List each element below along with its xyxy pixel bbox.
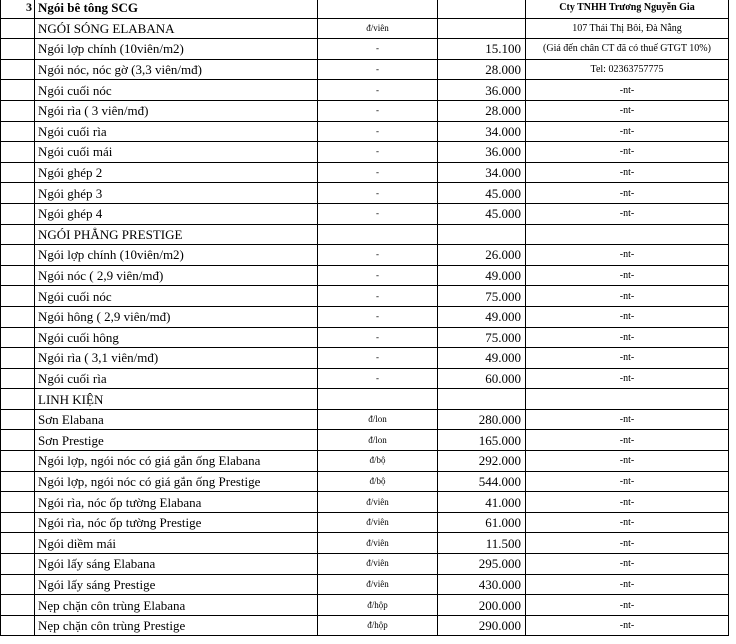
price-value: 49.000 xyxy=(438,265,526,286)
unit-label: - xyxy=(318,203,438,224)
item-name: Ngói ghép 4 xyxy=(35,203,318,224)
note-text: -nt- xyxy=(526,327,729,348)
item-name: Nẹp chặn côn trùng Prestige xyxy=(35,615,318,636)
row-index-cell xyxy=(1,39,35,60)
unit-label: đ/viên xyxy=(318,512,438,533)
price-value xyxy=(438,18,526,39)
table-row xyxy=(1,203,729,224)
item-name: Ngói ghép 3 xyxy=(35,183,318,204)
note-text: -nt- xyxy=(526,409,729,430)
note-text: -nt- xyxy=(526,492,729,513)
item-name: Ngói lấy sáng Prestige xyxy=(35,574,318,595)
row-index-cell xyxy=(1,368,35,389)
row-index-cell xyxy=(1,100,35,121)
item-name: Ngói lợp chính (10viên/m2) xyxy=(35,39,318,60)
unit-label: - xyxy=(318,265,438,286)
price-table-body xyxy=(1,0,729,636)
item-name: Ngói cuối hông xyxy=(35,327,318,348)
price-value: 36.000 xyxy=(438,142,526,163)
unit-label: - xyxy=(318,142,438,163)
supplier-name: Cty TNHH Trương Nguyễn Gia xyxy=(526,0,729,18)
unit-label: đ/bộ xyxy=(318,471,438,492)
note-text: -nt- xyxy=(526,203,729,224)
table-row xyxy=(1,451,729,472)
unit-label: - xyxy=(318,286,438,307)
unit-label: - xyxy=(318,100,438,121)
row-index-cell xyxy=(1,18,35,39)
row-index-cell xyxy=(1,430,35,451)
item-name: NGÓI PHẲNG PRESTIGE xyxy=(35,224,318,245)
table-row xyxy=(1,162,729,183)
row-index-cell xyxy=(1,471,35,492)
item-name: Ngói cuối rìa xyxy=(35,121,318,142)
price-value: 49.000 xyxy=(438,306,526,327)
table-row xyxy=(1,430,729,451)
price-value: 45.000 xyxy=(438,183,526,204)
item-name: Ngói hông ( 2,9 viên/mđ) xyxy=(35,306,318,327)
item-name: Ngói rìa ( 3 viên/mđ) xyxy=(35,100,318,121)
note-text: -nt- xyxy=(526,348,729,369)
row-index-cell xyxy=(1,224,35,245)
table-row xyxy=(1,306,729,327)
item-name: Ngói diềm mái xyxy=(35,533,318,554)
row-index-cell xyxy=(1,574,35,595)
note-text: -nt- xyxy=(526,471,729,492)
row-index-cell xyxy=(1,409,35,430)
unit-label: đ/viên xyxy=(318,554,438,575)
section-index: 3 xyxy=(1,0,35,18)
price-value: 41.000 xyxy=(438,492,526,513)
note-text: -nt- xyxy=(526,615,729,636)
table-row xyxy=(1,265,729,286)
item-name: Ngói rìa ( 3,1 viên/mđ) xyxy=(35,348,318,369)
note-text: 107 Thái Thị Bôi, Đà Nẵng xyxy=(526,18,729,39)
item-name: Nẹp chặn côn trùng Elabana xyxy=(35,595,318,616)
table-row xyxy=(1,224,729,245)
table-row xyxy=(1,245,729,266)
row-index-cell xyxy=(1,389,35,410)
row-index-cell xyxy=(1,451,35,472)
item-name: Ngói cuối rìa xyxy=(35,368,318,389)
note-text: -nt- xyxy=(526,162,729,183)
item-name: Ngói ghép 2 xyxy=(35,162,318,183)
row-index-cell xyxy=(1,327,35,348)
note-text: -nt- xyxy=(526,100,729,121)
row-index-cell xyxy=(1,142,35,163)
row-index-cell xyxy=(1,492,35,513)
note-text xyxy=(526,224,729,245)
price-value: 165.000 xyxy=(438,430,526,451)
price-value: 280.000 xyxy=(438,409,526,430)
unit-label: đ/hộp xyxy=(318,595,438,616)
table-row xyxy=(1,121,729,142)
price-value: 36.000 xyxy=(438,80,526,101)
item-name: Ngói lợp, ngói nóc có giá gắn ống Prestige xyxy=(35,471,318,492)
item-name: Ngói nóc ( 2,9 viên/mđ) xyxy=(35,265,318,286)
table-row xyxy=(1,409,729,430)
note-text: -nt- xyxy=(526,451,729,472)
note-text: -nt- xyxy=(526,286,729,307)
price-value: 75.000 xyxy=(438,286,526,307)
price-value: 290.000 xyxy=(438,615,526,636)
price-value: 34.000 xyxy=(438,162,526,183)
table-row xyxy=(1,100,729,121)
note-text: -nt- xyxy=(526,121,729,142)
unit-label: đ/viên xyxy=(318,492,438,513)
table-row xyxy=(1,595,729,616)
unit-label: - xyxy=(318,348,438,369)
price-value xyxy=(438,224,526,245)
table-row xyxy=(1,512,729,533)
note-text: -nt- xyxy=(526,368,729,389)
table-row xyxy=(1,368,729,389)
table-row xyxy=(1,59,729,80)
note-text: -nt- xyxy=(526,430,729,451)
price-value: 11.500 xyxy=(438,533,526,554)
price-value xyxy=(438,389,526,410)
row-index-cell xyxy=(1,121,35,142)
table-row xyxy=(1,327,729,348)
unit-label: đ/lon xyxy=(318,430,438,451)
item-name: Sơn Prestige xyxy=(35,430,318,451)
item-name: Ngói lợp, ngói nóc có giá gắn ống Elabana xyxy=(35,451,318,472)
note-text: -nt- xyxy=(526,512,729,533)
unit-label: - xyxy=(318,80,438,101)
unit-label: - xyxy=(318,368,438,389)
row-index-cell xyxy=(1,554,35,575)
table-row xyxy=(1,39,729,60)
item-name: Ngói cuối nóc xyxy=(35,286,318,307)
note-text: -nt- xyxy=(526,574,729,595)
table-row xyxy=(1,18,729,39)
table-row xyxy=(1,348,729,369)
unit-label: đ/viên xyxy=(318,18,438,39)
note-text: Tel: 02363757775 xyxy=(526,59,729,80)
unit-label: - xyxy=(318,245,438,266)
section-title: Ngói bê tông SCG xyxy=(35,0,318,18)
price-value: 15.100 xyxy=(438,39,526,60)
price-value: 26.000 xyxy=(438,245,526,266)
table-row xyxy=(1,574,729,595)
row-index-cell xyxy=(1,306,35,327)
item-name: Sơn Elabana xyxy=(35,409,318,430)
price-value: 45.000 xyxy=(438,203,526,224)
price-value: 292.000 xyxy=(438,451,526,472)
note-text xyxy=(526,389,729,410)
item-name: NGÓI SÓNG ELABANA xyxy=(35,18,318,39)
price-value: 200.000 xyxy=(438,595,526,616)
unit-label xyxy=(318,224,438,245)
unit-label: - xyxy=(318,59,438,80)
row-index-cell xyxy=(1,162,35,183)
row-index-cell xyxy=(1,533,35,554)
item-name: Ngói cuối nóc xyxy=(35,80,318,101)
note-text: -nt- xyxy=(526,306,729,327)
row-index-cell xyxy=(1,245,35,266)
item-name: Ngói rìa, nóc ốp tường Prestige xyxy=(35,512,318,533)
note-text: -nt- xyxy=(526,142,729,163)
price-value: 430.000 xyxy=(438,574,526,595)
unit-label: - xyxy=(318,39,438,60)
price-value: 60.000 xyxy=(438,368,526,389)
price-value: 295.000 xyxy=(438,554,526,575)
unit-label: đ/viên xyxy=(318,533,438,554)
row-index-cell xyxy=(1,265,35,286)
note-text: (Giá đến chân CT đã có thuế GTGT 10%) xyxy=(526,39,729,60)
price-value: 34.000 xyxy=(438,121,526,142)
table-row xyxy=(1,80,729,101)
table-row xyxy=(1,554,729,575)
unit-label: - xyxy=(318,121,438,142)
table-row xyxy=(1,533,729,554)
unit-label: đ/hộp xyxy=(318,615,438,636)
item-name: Ngói rìa, nóc ốp tường Elabana xyxy=(35,492,318,513)
row-index-cell xyxy=(1,183,35,204)
section-header-row xyxy=(1,0,729,18)
price-value: 75.000 xyxy=(438,327,526,348)
row-index-cell xyxy=(1,203,35,224)
row-index-cell xyxy=(1,512,35,533)
table-row xyxy=(1,471,729,492)
note-text: -nt- xyxy=(526,183,729,204)
price-value: 544.000 xyxy=(438,471,526,492)
item-name: Ngói nóc, nóc gờ (3,3 viên/mđ) xyxy=(35,59,318,80)
table-row xyxy=(1,615,729,636)
row-index-cell xyxy=(1,595,35,616)
note-text: -nt- xyxy=(526,265,729,286)
row-index-cell xyxy=(1,615,35,636)
unit-label: đ/bộ xyxy=(318,451,438,472)
unit-label: - xyxy=(318,306,438,327)
price-value: 61.000 xyxy=(438,512,526,533)
unit-label: - xyxy=(318,162,438,183)
unit-cell xyxy=(318,0,438,18)
unit-label: đ/lon xyxy=(318,409,438,430)
price-value: 28.000 xyxy=(438,59,526,80)
note-text: -nt- xyxy=(526,80,729,101)
table-row xyxy=(1,286,729,307)
note-text: -nt- xyxy=(526,245,729,266)
row-index-cell xyxy=(1,59,35,80)
table-row xyxy=(1,492,729,513)
unit-label xyxy=(318,389,438,410)
row-index-cell xyxy=(1,348,35,369)
row-index-cell xyxy=(1,286,35,307)
item-name: Ngói lấy sáng Elabana xyxy=(35,554,318,575)
unit-label: - xyxy=(318,183,438,204)
item-name: LINH KIỆN xyxy=(35,389,318,410)
note-text: -nt- xyxy=(526,533,729,554)
price-value: 28.000 xyxy=(438,100,526,121)
item-name: Ngói cuối mái xyxy=(35,142,318,163)
price-cell xyxy=(438,0,526,18)
note-text: -nt- xyxy=(526,595,729,616)
item-name: Ngói lợp chính (10viên/m2) xyxy=(35,245,318,266)
unit-label: - xyxy=(318,327,438,348)
row-index-cell xyxy=(1,80,35,101)
table-row xyxy=(1,389,729,410)
table-row xyxy=(1,183,729,204)
table-row xyxy=(1,142,729,163)
note-text: -nt- xyxy=(526,554,729,575)
price-value: 49.000 xyxy=(438,348,526,369)
unit-label: đ/viên xyxy=(318,574,438,595)
